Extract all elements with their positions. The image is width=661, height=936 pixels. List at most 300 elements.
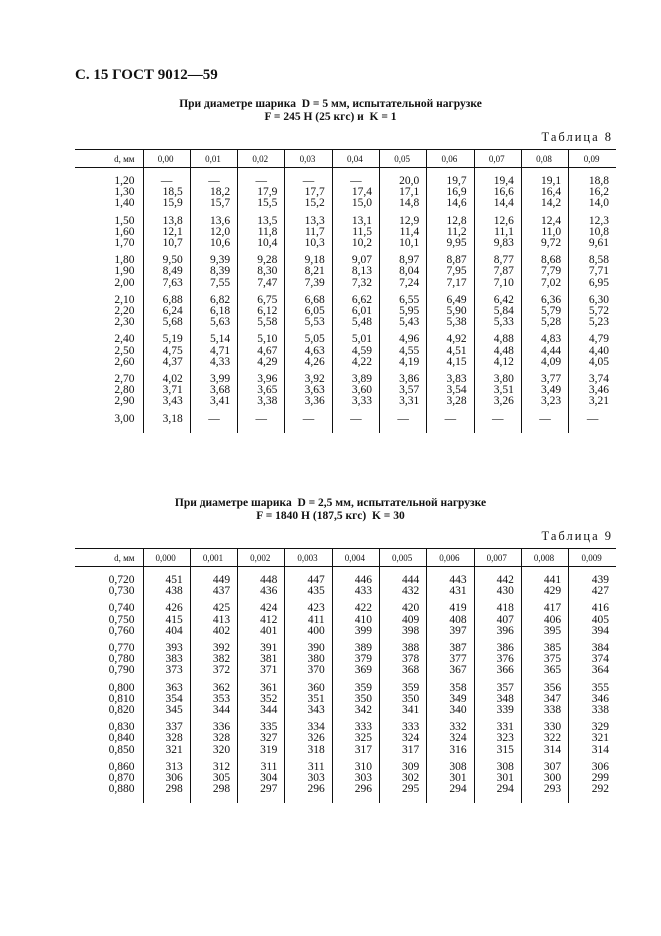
hardness-cell: 307	[521, 762, 568, 773]
hardness-cell: 13,1	[332, 216, 379, 227]
hardness-cell: 4,15	[427, 357, 474, 368]
diameter-cell: 2,30	[114, 316, 135, 329]
spacer-cell	[569, 425, 616, 433]
hardness-cell: 3,46	[569, 385, 616, 396]
hardness-cell: 384	[569, 643, 616, 654]
hardness-cell: 435	[285, 586, 332, 597]
hardness-cell: 355	[569, 683, 616, 694]
hardness-cell: —	[238, 176, 285, 187]
hardness-cell: 451	[143, 575, 190, 586]
spacer-cell	[238, 795, 285, 803]
spacer-cell	[569, 795, 616, 803]
hardness-cell: 358	[427, 683, 474, 694]
hardness-cell: 297	[238, 784, 285, 795]
hardness-cell: 4,37	[143, 357, 190, 368]
table-header-row	[75, 549, 616, 567]
hardness-cell: 8,13	[332, 266, 379, 277]
hardness-cell: 14,8	[379, 198, 426, 209]
hardness-cell: 7,71	[569, 266, 616, 277]
table-8-label: Таблица 8	[541, 130, 613, 144]
table-row	[75, 266, 616, 277]
hardness-cell: 433	[332, 586, 379, 597]
hardness-cell: 3,49	[521, 385, 568, 396]
hardness-cell: 446	[332, 575, 379, 586]
hardness-cell: 420	[379, 603, 426, 614]
hardness-cell: 3,89	[332, 374, 379, 385]
page-header: С. 15 ГОСТ 9012—59	[75, 67, 218, 83]
hardness-cell: 416	[569, 603, 616, 614]
hardness-cell: 4,05	[569, 357, 616, 368]
hardness-cell: 5,58	[238, 317, 285, 328]
hardness-cell: 3,31	[379, 396, 426, 407]
hardness-cell: 4,55	[379, 346, 426, 357]
hardness-cell: 6,42	[474, 295, 521, 306]
spacer-cell	[521, 425, 568, 433]
hardness-cell: 439	[569, 575, 616, 586]
hardness-cell: 437	[190, 586, 237, 597]
table-9-caption-line-2: F = 1840 Н (187,5 кгс) K = 30	[256, 510, 405, 522]
hardness-cell: 401	[238, 626, 285, 637]
hardness-cell: 304	[238, 773, 285, 784]
hardness-cell: 4,33	[190, 357, 237, 368]
hardness-cell: 385	[521, 643, 568, 654]
diameter-cell: 0,790	[108, 664, 135, 677]
hardness-cell: 8,30	[238, 266, 285, 277]
diameter-cell: 1,40	[114, 197, 135, 210]
diameter-cell: 2,10	[114, 293, 135, 306]
hardness-cell: 365	[521, 665, 568, 676]
hardness-cell: 3,23	[521, 396, 568, 407]
table-row	[75, 334, 616, 345]
hardness-cell: 321	[569, 733, 616, 744]
hardness-cell: 8,49	[143, 266, 190, 277]
hardness-cell: 4,48	[474, 346, 521, 357]
hardness-cell: 431	[427, 586, 474, 597]
hardness-cell: 371	[238, 665, 285, 676]
hardness-cell: 429	[521, 586, 568, 597]
hardness-cell: 5,48	[332, 317, 379, 328]
hardness-cell: 18,2	[190, 187, 237, 198]
hardness-cell: 18,8	[569, 176, 616, 187]
hardness-cell: 373	[143, 665, 190, 676]
hardness-cell: 11,8	[238, 227, 285, 238]
table-row	[75, 295, 616, 306]
hardness-cell: 313	[143, 762, 190, 773]
diameter-cell: 2,20	[114, 305, 135, 318]
hardness-cell: 5,28	[521, 317, 568, 328]
hardness-cell: 16,4	[521, 187, 568, 198]
hardness-cell: 3,99	[190, 374, 237, 385]
hardness-cell: 301	[427, 773, 474, 784]
diameter-cell: 0,810	[108, 692, 135, 705]
table-row	[75, 603, 616, 614]
hardness-cell: 432	[379, 586, 426, 597]
hardness-cell: 415	[143, 615, 190, 626]
hardness-cell: 338	[569, 705, 616, 716]
hardness-cell: 10,7	[143, 238, 190, 249]
hardness-cell: 321	[143, 745, 190, 756]
hardness-cell: —	[569, 414, 616, 425]
table-row	[75, 722, 616, 733]
hardness-cell: 326	[285, 733, 332, 744]
spacer-cell	[190, 425, 237, 433]
hardness-cell: 3,28	[427, 396, 474, 407]
spacer-cell	[521, 795, 568, 803]
hardness-cell: 8,68	[521, 255, 568, 266]
diameter-cell: 0,760	[108, 624, 135, 637]
diameter-cell: 0,720	[108, 574, 135, 586]
hardness-cell: 4,02	[143, 374, 190, 385]
hardness-cell: 5,79	[521, 306, 568, 317]
hardness-cell: 366	[474, 665, 521, 676]
hardness-cell: 362	[190, 683, 237, 694]
hardness-cell: 344	[238, 705, 285, 716]
table-8	[75, 149, 616, 433]
hardness-cell: 3,83	[427, 374, 474, 385]
column-header: 0,09	[569, 150, 616, 168]
hardness-cell: 5,38	[427, 317, 474, 328]
table-row	[75, 586, 616, 597]
hardness-cell: 4,83	[521, 334, 568, 345]
hardness-cell: 407	[474, 615, 521, 626]
table-padding-row	[75, 425, 616, 433]
table-row	[75, 278, 616, 289]
hardness-cell: 310	[332, 762, 379, 773]
column-header: 0,06	[427, 150, 474, 168]
hardness-cell: 11,7	[285, 227, 332, 238]
hardness-cell: 386	[474, 643, 521, 654]
diameter-cell: 0,750	[108, 613, 135, 626]
hardness-cell: 5,10	[238, 334, 285, 345]
hardness-cell: 317	[332, 745, 379, 756]
spacer-cell	[474, 425, 521, 433]
hardness-cell: 409	[379, 615, 426, 626]
hardness-cell: 8,04	[379, 266, 426, 277]
hardness-cell: 331	[474, 722, 521, 733]
hardness-cell: 3,68	[190, 385, 237, 396]
hardness-cell: 330	[521, 722, 568, 733]
hardness-cell: 3,54	[427, 385, 474, 396]
column-header: 0,005	[379, 549, 426, 567]
hardness-cell: 308	[427, 762, 474, 773]
hardness-cell: 3,80	[474, 374, 521, 385]
hardness-cell: 8,39	[190, 266, 237, 277]
diameter-cell: 0,830	[108, 721, 135, 734]
hardness-cell: 411	[285, 615, 332, 626]
hardness-cell: 448	[238, 575, 285, 586]
diameter-cell: 1,80	[114, 254, 135, 267]
hardness-cell: 5,95	[379, 306, 426, 317]
hardness-cell: 369	[332, 665, 379, 676]
hardness-cell: —	[379, 414, 426, 425]
table-8-caption-line-2: F = 245 Н (25 кгс) и K = 1	[264, 111, 397, 123]
hardness-cell: 314	[569, 745, 616, 756]
table-header-row	[75, 150, 616, 168]
hardness-cell: 320	[190, 745, 237, 756]
hardness-cell: 294	[474, 784, 521, 795]
hardness-cell: 3,36	[285, 396, 332, 407]
hardness-cell: —	[285, 414, 332, 425]
spacer-cell	[474, 795, 521, 803]
hardness-cell: 417	[521, 603, 568, 614]
diameter-cell: 1,70	[114, 237, 135, 250]
table-row	[75, 665, 616, 676]
column-header: 0,05	[379, 150, 426, 168]
column-header: 0,002	[238, 549, 285, 567]
hardness-cell: 9,61	[569, 238, 616, 249]
hardness-cell: 6,62	[332, 295, 379, 306]
hardness-cell: 5,23	[569, 317, 616, 328]
hardness-cell: 7,79	[521, 266, 568, 277]
hardness-cell: 311	[238, 762, 285, 773]
hardness-cell: 345	[143, 705, 190, 716]
hardness-cell: 324	[427, 733, 474, 744]
hardness-cell: 4,59	[332, 346, 379, 357]
hardness-cell: 309	[379, 762, 426, 773]
diameter-cell: 0,840	[108, 732, 135, 745]
hardness-cell: 4,12	[474, 357, 521, 368]
hardness-cell: 5,68	[143, 317, 190, 328]
hardness-cell: 16,9	[427, 187, 474, 198]
hardness-cell: 4,92	[427, 334, 474, 345]
hardness-cell: 5,33	[474, 317, 521, 328]
hardness-cell: —	[190, 176, 237, 187]
hardness-cell: 4,79	[569, 334, 616, 345]
hardness-cell: 16,6	[474, 187, 521, 198]
hardness-cell: —	[143, 176, 190, 187]
hardness-cell: 412	[238, 615, 285, 626]
hardness-cell: 296	[285, 784, 332, 795]
hardness-cell: 4,40	[569, 346, 616, 357]
diameter-cell: 0,880	[108, 783, 135, 796]
table-row	[75, 414, 616, 425]
hardness-cell: 14,6	[427, 198, 474, 209]
hardness-cell: 327	[238, 733, 285, 744]
hardness-cell: 12,9	[379, 216, 426, 227]
hardness-cell: 6,75	[238, 295, 285, 306]
hardness-cell: 436	[238, 586, 285, 597]
hardness-cell: 406	[521, 615, 568, 626]
hardness-cell: 4,75	[143, 346, 190, 357]
table-row	[75, 643, 616, 654]
diameter-cell: 2,00	[114, 276, 135, 289]
hardness-cell: 357	[474, 683, 521, 694]
hardness-cell: 5,72	[569, 306, 616, 317]
hardness-cell: 10,2	[332, 238, 379, 249]
column-header-diameter: d, мм	[75, 150, 143, 168]
hardness-cell: —	[474, 414, 521, 425]
hardness-cell: 7,17	[427, 278, 474, 289]
hardness-cell: 350	[332, 694, 379, 705]
hardness-cell: 9,07	[332, 255, 379, 266]
table-row	[75, 374, 616, 385]
hardness-cell: 305	[190, 773, 237, 784]
hardness-cell: 427	[569, 586, 616, 597]
hardness-cell: 322	[521, 733, 568, 744]
hardness-cell: 8,21	[285, 266, 332, 277]
spacer-cell	[143, 795, 190, 803]
hardness-cell: 380	[285, 654, 332, 665]
table-row	[75, 255, 616, 266]
hardness-cell: 7,02	[521, 278, 568, 289]
table-row	[75, 198, 616, 209]
hardness-cell: 413	[190, 615, 237, 626]
column-header: 0,001	[190, 549, 237, 567]
hardness-cell: 6,24	[143, 306, 190, 317]
hardness-cell: 311	[285, 762, 332, 773]
column-header: 0,07	[474, 150, 521, 168]
table-row	[75, 317, 616, 328]
hardness-cell: 348	[474, 694, 521, 705]
hardness-cell: —	[238, 414, 285, 425]
hardness-cell: 295	[379, 784, 426, 795]
hardness-cell: 11,0	[521, 227, 568, 238]
table-row	[75, 385, 616, 396]
hardness-cell: 4,26	[285, 357, 332, 368]
hardness-cell: 6,95	[569, 278, 616, 289]
hardness-cell: 367	[427, 665, 474, 676]
diameter-cell: 2,60	[114, 355, 135, 368]
table-row	[75, 227, 616, 238]
hardness-cell: 318	[285, 745, 332, 756]
diameter-cell: 0,770	[108, 642, 135, 655]
hardness-cell: 391	[238, 643, 285, 654]
diameter-cell: 0,870	[108, 772, 135, 785]
hardness-cell: 7,55	[190, 278, 237, 289]
hardness-cell: 3,43	[143, 396, 190, 407]
column-header-diameter: d, мм	[75, 549, 143, 567]
hardness-cell: 352	[238, 694, 285, 705]
hardness-cell: 424	[238, 603, 285, 614]
hardness-cell: 359	[379, 683, 426, 694]
hardness-cell: 9,28	[238, 255, 285, 266]
hardness-cell: 10,3	[285, 238, 332, 249]
hardness-cell: 7,87	[474, 266, 521, 277]
hardness-cell: 419	[427, 603, 474, 614]
hardness-cell: 19,1	[521, 176, 568, 187]
hardness-cell: 319	[238, 745, 285, 756]
hardness-cell: 9,83	[474, 238, 521, 249]
table-row	[75, 762, 616, 773]
hardness-cell: 3,71	[143, 385, 190, 396]
spacer-cell	[285, 425, 332, 433]
hardness-cell: 3,41	[190, 396, 237, 407]
table-padding-row	[75, 168, 616, 177]
hardness-cell: 315	[474, 745, 521, 756]
hardness-cell: 19,7	[427, 176, 474, 187]
hardness-cell: 393	[143, 643, 190, 654]
hardness-cell: 8,87	[427, 255, 474, 266]
hardness-cell: 408	[427, 615, 474, 626]
hardness-cell: 12,4	[521, 216, 568, 227]
table-row	[75, 694, 616, 705]
hardness-cell: 339	[474, 705, 521, 716]
hardness-cell: 5,05	[285, 334, 332, 345]
table-row	[75, 626, 616, 637]
hardness-cell: 4,88	[474, 334, 521, 345]
hardness-cell: 292	[569, 784, 616, 795]
hardness-cell: 303	[332, 773, 379, 784]
hardness-cell: 447	[285, 575, 332, 586]
hardness-cell: 402	[190, 626, 237, 637]
hardness-cell: 430	[474, 586, 521, 597]
hardness-cell: 332	[427, 722, 474, 733]
column-header: 0,08	[521, 150, 568, 168]
hardness-cell: 347	[521, 694, 568, 705]
hardness-cell: 3,33	[332, 396, 379, 407]
hardness-cell: 3,92	[285, 374, 332, 385]
hardness-cell: 333	[379, 722, 426, 733]
hardness-cell: 7,63	[143, 278, 190, 289]
hardness-cell: 308	[474, 762, 521, 773]
table-row	[75, 615, 616, 626]
diameter-cell: 0,730	[108, 585, 135, 598]
diameter-cell: 2,40	[114, 333, 135, 346]
hardness-cell: 9,72	[521, 238, 568, 249]
hardness-cell: 3,51	[474, 385, 521, 396]
table-9-caption	[0, 497, 661, 523]
hardness-cell: 390	[285, 643, 332, 654]
hardness-cell: 6,68	[285, 295, 332, 306]
hardness-cell: 344	[190, 705, 237, 716]
hardness-cell: 441	[521, 575, 568, 586]
hardness-cell: —	[332, 414, 379, 425]
column-header: 0,003	[285, 549, 332, 567]
hardness-cell: —	[190, 414, 237, 425]
hardness-cell: 418	[474, 603, 521, 614]
column-header: 0,008	[521, 549, 568, 567]
hardness-cell: 7,24	[379, 278, 426, 289]
hardness-cell: 5,43	[379, 317, 426, 328]
hardness-cell: 5,84	[474, 306, 521, 317]
diameter-cell: 2,80	[114, 384, 135, 397]
diameter-cell: 2,70	[114, 373, 135, 386]
hardness-cell: 356	[521, 683, 568, 694]
hardness-cell: 3,65	[238, 385, 285, 396]
diameter-cell: 0,740	[108, 602, 135, 615]
hardness-cell: 379	[332, 654, 379, 665]
hardness-cell: 323	[474, 733, 521, 744]
hardness-cell: 375	[521, 654, 568, 665]
hardness-cell: 6,55	[379, 295, 426, 306]
hardness-cell: 370	[285, 665, 332, 676]
hardness-cell: 7,95	[427, 266, 474, 277]
diameter-cell: 2,90	[114, 395, 135, 408]
hardness-cell: 423	[285, 603, 332, 614]
hardness-cell: 15,9	[143, 198, 190, 209]
hardness-cell: 6,12	[238, 306, 285, 317]
column-header: 0,02	[238, 150, 285, 168]
hardness-cell: 6,01	[332, 306, 379, 317]
hardness-cell: 388	[379, 643, 426, 654]
hardness-cell: 3,96	[238, 374, 285, 385]
hardness-cell: 329	[569, 722, 616, 733]
hardness-cell: 15,2	[285, 198, 332, 209]
hardness-cell: 14,4	[474, 198, 521, 209]
hardness-cell: 20,0	[379, 176, 426, 187]
hardness-cell: 8,97	[379, 255, 426, 266]
diameter-cell: 0,860	[108, 760, 135, 773]
hardness-cell: 444	[379, 575, 426, 586]
hardness-cell: 306	[569, 762, 616, 773]
table-8-caption-line-1: При диаметре шарика D = 5 мм, испытательной нагрузке	[179, 98, 482, 110]
hardness-cell: 17,1	[379, 187, 426, 198]
hardness-cell: 405	[569, 615, 616, 626]
hardness-cell: 399	[332, 626, 379, 637]
hardness-cell: 293	[521, 784, 568, 795]
hardness-cell: 19,4	[474, 176, 521, 187]
hardness-cell: 299	[569, 773, 616, 784]
